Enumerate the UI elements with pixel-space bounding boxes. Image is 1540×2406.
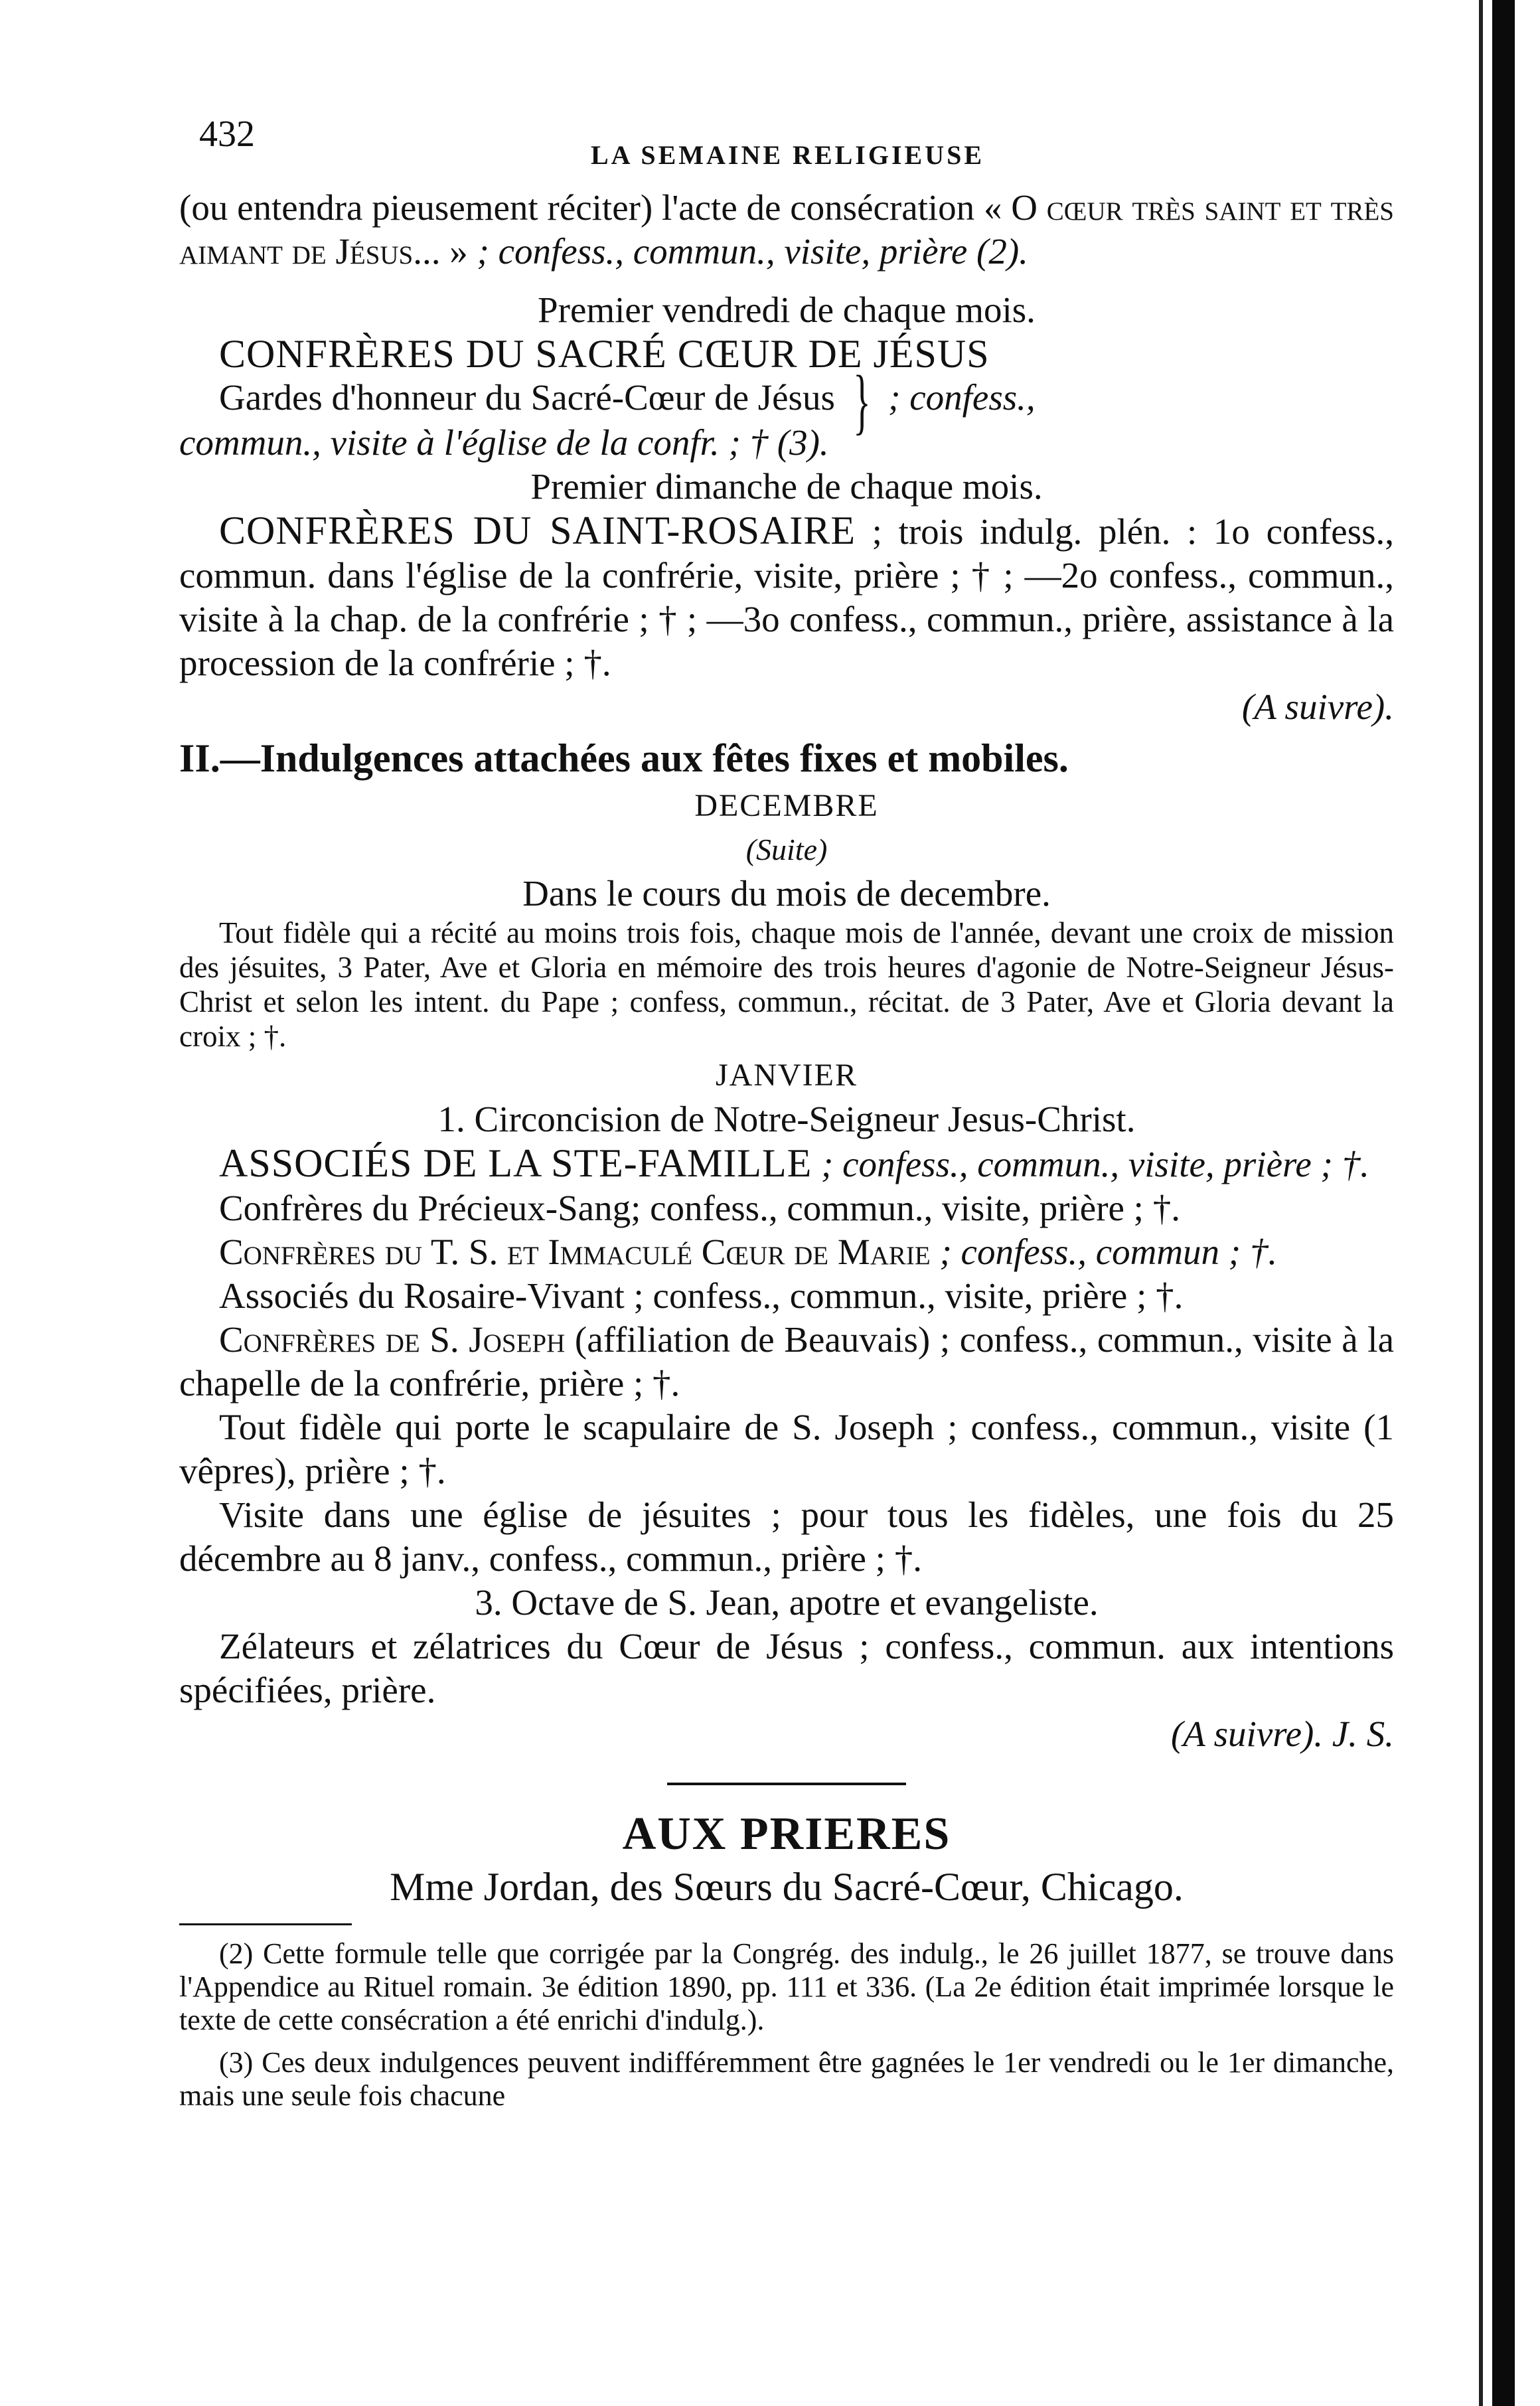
heading-circoncision: 1. Circoncision de Notre-Seigneur Jesus-Christ. xyxy=(437,1099,1136,1140)
section-title-indulgences: II.—Indulgences attachées aux fêtes fixes et mobiles. xyxy=(179,736,1069,781)
brace-symbol: } xyxy=(852,361,871,442)
gardes-honneur-text: Gardes d'honneur du Sacré-Cœur de Jésus xyxy=(219,377,835,418)
page-header xyxy=(179,113,1394,186)
paragraph-saint-rosaire xyxy=(179,509,1394,685)
book-spine-edge xyxy=(1492,0,1515,2406)
saint-rosaire-text: ; trois indulg. plén. : 1o confess., commun. dans l'église de la confrérie, visite, prière ; † ; —2o confess., commun., visite à la chap. de la confrérie ; † ; —3o confess., commun., prière, assistance à la procession de la confrérie ; †. xyxy=(179,511,1395,684)
a-suivre-1: (A suivre). xyxy=(1241,686,1394,728)
entry-zelateurs: Zélateurs et zélatrices du Cœur de Jésus ; confess., commun. aux intentions spécifiées, prière. xyxy=(179,1626,1394,1711)
gardes-honneur xyxy=(179,361,1394,442)
saint-joseph-name: Confrères de S. Joseph xyxy=(219,1319,566,1360)
confreres-sacre-coeur: CONFRÈRES DU SACRÉ CŒUR DE JÉSUS xyxy=(219,332,990,376)
ste-famille-name: ASSOCIÉS DE LA STE-FAMILLE xyxy=(219,1141,812,1186)
entry-rosaire-vivant: Associés du Rosaire-Vivant ; confess., commun., visite, prière ; †. xyxy=(219,1275,1184,1317)
footnote-2: (2) Cette formule telle que corrigée par la Congrég. des indulg., le 26 juillet 1877, se trouve dans l'Appendice au Rituel romain. 3e édition 1890, pp. 111 et 336. (La 2e édition était imprimée lorsque le texte de cette consécration a été enrichi d'indulg.). xyxy=(179,1937,1394,2037)
running-title: LA SEMAINE RELIGIEUSE xyxy=(591,140,985,170)
month-decembre-suite: (Suite) xyxy=(745,833,828,867)
coeur-de-marie-conditions: ; confess., commun ; †. xyxy=(930,1232,1278,1273)
footnote-3: (3) Ces deux indulgences peuvent indifféremment être gagnées le 1er vendredi ou le 1er dimanche, mais une seule fois chacune xyxy=(179,2046,1394,2113)
entry-scapulaire: Tout fidèle qui porte le scapulaire de S. Joseph ; confess., commun., visite (1 vêpres), prière ; †. xyxy=(179,1407,1394,1492)
heading-premier-dimanche: Premier dimanche de chaque mois. xyxy=(530,466,1043,507)
text-fragment-italic: ; confess., commun., visite, prière (2). xyxy=(467,231,1028,272)
heading-cours-du-mois: Dans le cours du mois de decembre. xyxy=(522,873,1051,914)
confreres-saint-rosaire: CONFRÈRES DU SAINT-ROSAIRE xyxy=(219,509,856,553)
paragraph-croix-mission: Tout fidèle qui a récité au moins trois fois, chaque mois de l'année, devant une croix de mission des jésuites, 3 Pater, Ave et Gloria en mémoire des trois heures d'agonie de Notre-Seigneur Jésus-Christ et selon les intent. du Pape ; confess, commun., récitat. de 3 Pater, Ave et Gloria devant la croix ; †. xyxy=(179,916,1394,1054)
brace-tail: ; confess., xyxy=(888,377,1036,418)
month-janvier: JANVIER xyxy=(716,1058,858,1093)
coeur-de-marie-name: Confrères du T. S. et Immaculé Cœur de Marie xyxy=(219,1232,931,1273)
month-decembre: DECEMBRE xyxy=(694,788,879,824)
entry-saint-joseph xyxy=(179,1318,1394,1405)
sacre-coeur-conditions: commun., visite à l'église de la confr. ; † (3). xyxy=(179,422,829,463)
block-sacre-coeur xyxy=(179,332,1394,465)
section-divider xyxy=(667,1783,906,1785)
aux-prieres-text: Mme Jordan, des Sœurs du Sacré-Cœur, Chicago. xyxy=(390,1865,1184,1909)
entry-precieux-sang: Confrères du Précieux-Sang; confess., commun., visite, prière ; †. xyxy=(219,1188,1180,1229)
aux-prieres-title: AUX PRIERES xyxy=(622,1808,951,1860)
entry-coeur-de-marie xyxy=(179,1230,1394,1274)
ste-famille-conditions: ; confess., commun., visite, prière ; †. xyxy=(812,1144,1369,1185)
text-fragment: (ou entendra pieusement réciter) l'acte de consécration « O xyxy=(179,187,1047,228)
entry-ste-famille xyxy=(179,1141,1394,1186)
a-suivre-2: (A suivre). J. S. xyxy=(1170,1714,1394,1755)
entry-eglise-jesuites: Visite dans une église de jésuites ; pour tous les fidèles, une fois du 25 décembre au 8 janv., confess., commun., prière ; †. xyxy=(179,1494,1394,1579)
page-number: 432 xyxy=(199,114,255,155)
heading-octave-saint-jean: 3. Octave de S. Jean, apotre et evangeliste. xyxy=(475,1582,1099,1623)
footnote-divider xyxy=(179,1923,352,1925)
heading-premier-vendredi: Premier vendredi de chaque mois. xyxy=(538,289,1036,330)
document-page xyxy=(179,113,1394,2113)
saint-joseph-conditions: (affiliation de Beauvais) ; confess., commun., visite à la chapelle de la confrérie, prière ; †. xyxy=(179,1319,1394,1404)
page-shadow-edge xyxy=(1479,0,1483,2406)
paragraph-consecration xyxy=(179,186,1394,274)
text-fragment-smallcaps: cœur très saint et très aimant de Jésus... » xyxy=(179,187,1394,272)
